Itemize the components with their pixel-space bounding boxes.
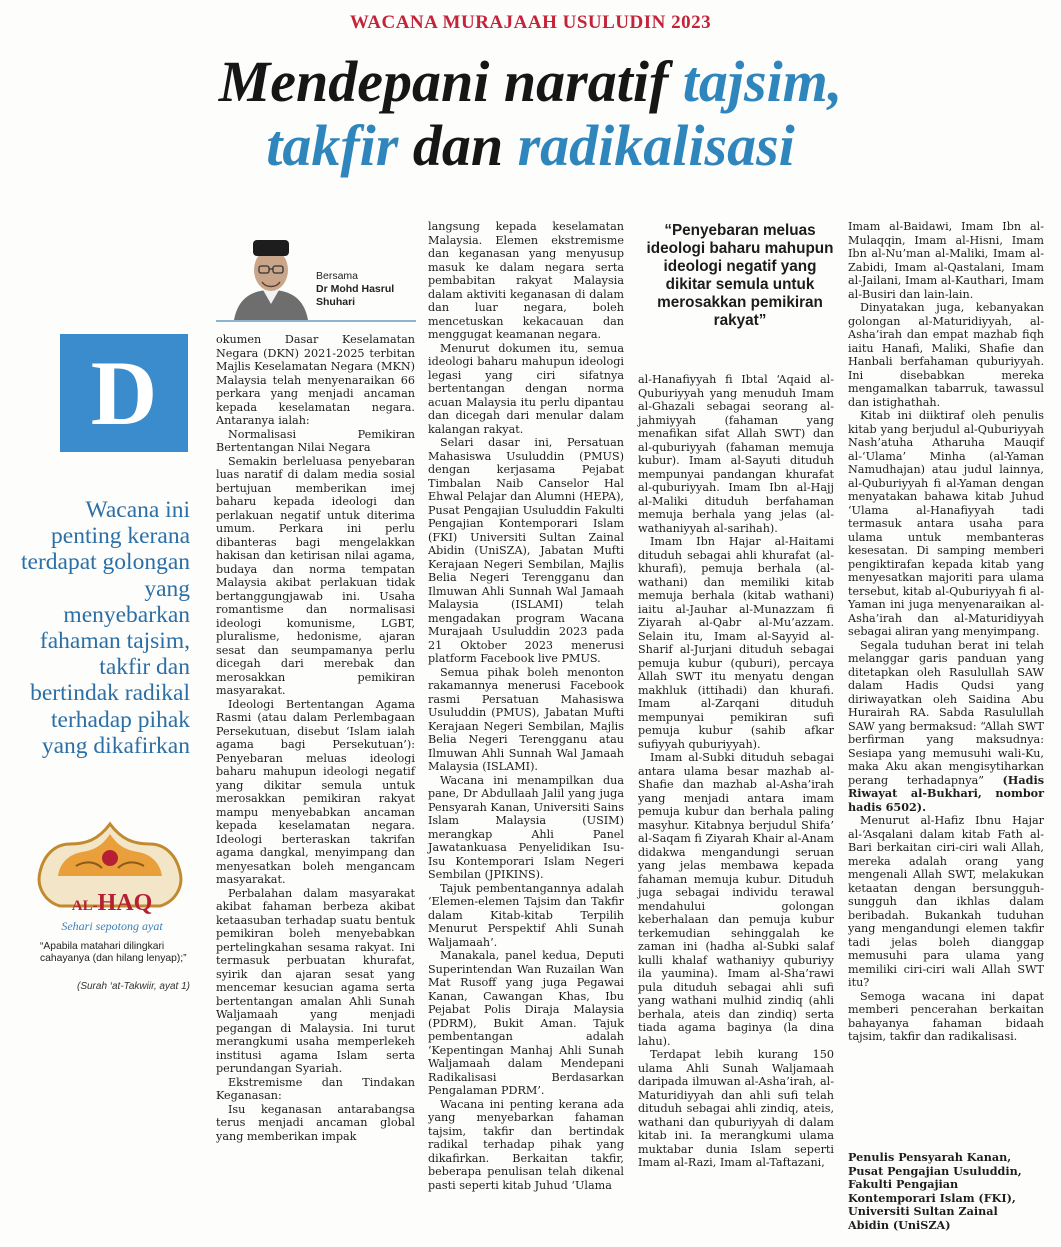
alhaq-subtitle: Sehari sepotong ayat [61, 919, 163, 933]
hadith-reference: (Hadis Riwayat al-Bukhari, nombor hadis 6502). [848, 772, 1044, 814]
paragraph: Semoga wacana ini dapat memberi pencerahan berkaitan bahayanya fahaman bidaah tajsim, takfir dan radikalisasi. [848, 989, 1044, 1043]
paragraph: Semakin berleluasa penyebaran luas naratif di dalam media sosial bertujuan memberikan imej baharu kepada ideologi dan perlakuan negatif untuk diterima umum. Perkara ini perlu dibanteras bagi mengelakkan hakisan dan ketirisan nilai agama, budaya dan norma tempatan Malaysia akibat perlakuan tidak bertanggungjawab ini. Usaha romantisme dan normalisasi ideologi komunisme, LGBT, pluralisme, hedonisme, ajaran sesat dan seumpamanya perlu dicegah dari merebak dan merosakkan pemikiran masyarakat. [216, 454, 415, 697]
highlight-quote: “Penyebaran meluas ideologi baharu mahupun ideologi negatif yang dikitar semula untuk merosakkan pemikiran rakyat” [646, 222, 834, 329]
paragraph: Wacana ini penting kerana ada yang menyebarkan fahaman tajsim, takfir dan bertindak radikal terhadap pihak yang dikafirkan. Berkaitan takfir, beberapa penulisan telah dikenal pasti seperti kitab Juhud ‘Ulama [428, 1097, 624, 1192]
paragraph: Menurut al-Hafiz Ibnu Hajar al-‘Asqalani dalam kitab Fath al-Bari berkaitan ciri-ciri wali Allah, mereka adalah orang yang mengenali Allah SWT, melakukan ketaatan dengan bersungguh-sungguh dan ikhlas dalam beribadah. Bukankah tuduhan yang mengandungi elemen takfir tadi jelas boleh dianggap memusuhi para ulama yang memiliki ciri-ciri wali Allah SWT itu? [848, 814, 1044, 989]
byline-text [316, 270, 394, 309]
paragraph: Perbalahan dalam masyarakat akibat fahaman berbeza akibat ketaasuban terhadap suatu bentuk pemikiran boleh menyebabkan pertelingkahan sesama rakyat. Ini termasuk perbuatan khurafat, syirik dan ajaran sesat yang mencemar kesucian agama serta bertentangan amalan Ahli Sunah Waljamaah yang menjadi pegangan di Malaysia. Ini turut merangkumi usaha memperlekeh institusi agama Islam serta perundangan Syariah. [216, 886, 415, 1075]
paragraph: okumen Dasar Keselamatan Negara (DKN) 2021-2025 terbitan Majlis Keselamatan Negara (MKN) Malaysia telah menyenaraikan 66 perkara yang menjadi ancaman kepada keselamatan negara. Antaranya ialah: [216, 333, 415, 427]
paragraph: Imam al-Baidawi, Imam Ibn al-Mulaqqin, Imam al-Hisni, Imam Ibn al-Nu’man al-Maliki, Imam al-Zabidi, Imam al-Qastalani, Imam al-Jailani, Imam al-Kauthari, Imam al-Busiri dan lain-lain. [848, 220, 1044, 301]
author-name: Dr Mohd Hasrul [316, 283, 395, 295]
subheading: Normalisasi Pemikiran Bertentangan Nilai Negara [216, 427, 415, 454]
paragraph: Segala tuduhan berat ini telah melanggar garis panduan yang ditetapkan oleh Rasulullah SAW dalam Hadis Qudsi yang diriwayatkan oleh Saidina Abu Hurairah RA. Sabda Rasulullah SAW yang bermaksud: “Allah SWT berfirman yang maksudnya: Sesiapa yang memusuhi wali-Ku, maka Aku akan mengisytiharkan perang terhadapnya” (Hadis Riwayat al-Bukhari, nombor hadis 6502). [848, 638, 1044, 814]
alhaq-title: AL-HAQ [71, 890, 153, 916]
paragraph: Manakala, panel kedua, Deputi Superintendan Wan Ruzailan Wan Mat Rusoff yang juga Pegawai Kanan, Cawangan Khas, Ibu Pejabat Polis Diraja Malaysia (PDRM), Bukit Aman. Tajuk pembentangan adalah ‘Kepentingan Manhaj Ahli Sunah Waljamaah dalam Mendepani Radikalisasi Berdasarkan Pengalaman PDRM’. [428, 949, 624, 1097]
pull-quote: Wacana ini penting kerana terdapat golongan yang menyebarkan fahaman tajsim, takfir dan bertindak radikal terhadap pihak yang dikafirkan [20, 497, 190, 759]
author-name: Shuhari [316, 296, 356, 308]
article-column-4 [848, 220, 1044, 1044]
byline [216, 226, 416, 322]
article-column-1 [216, 333, 415, 1143]
paragraph: Tajuk pembentangannya adalah ‘Elemen-elemen Tajsim dan Takfir dalam Kitab-kitab Terpilih Menurut Perspektif Ahli Sunah Waljamaah’. [428, 881, 624, 949]
paragraph: Dinyatakan juga, kebanyakan golongan al-Maturidiyyah, al-Asha’irah dan empat mazhab fiqh iaitu Hanafi, Maliki, Shafie dan Hanbali berfahaman quburiyyah. Ini disebabkan mereka mengamalkan tabarruk, tawassul dan istighathah. [848, 301, 1044, 409]
byline-prefix: Bersama [316, 270, 359, 282]
author-note: Penulis Pensyarah Kanan, Pusat Pengajian Usuluddin, Fakulti Pengajian Kontemporari Islam (FKI), Universiti Sultan Zainal Abidin (UniSZA) [848, 1150, 1022, 1232]
headline-highlight: radikalisasi [517, 113, 795, 178]
verse-reference: (Surah ‘at-Takwiir, ayat 1) [76, 981, 190, 992]
headline-highlight: takfir [266, 113, 399, 178]
paragraph: Wacana ini menampilkan dua pane, Dr Abdullaah Jalil yang juga Pensyarah Kanan, Universiti Sains Islam Malaysia (USIM) merangkap Ahli Panel Jawatankuasa Penyelidikan Isu-Isu Kontemporari Islam Negeri Sembilan (JPIKINS). [428, 773, 624, 881]
headline-part: dan [412, 113, 504, 178]
paragraph: Selari dasar ini, Persatuan Mahasiswa Usuluddin (PMUS) dengan kerjasama Pejabat Timbalan Naib Canselor Hal Ehwal Pelajar dan Alumni (HEPA), Pusat Pengajian Usuluddin Fakulti Pengajian Kontemporari Islam (FKI) Universiti Sultan Zainal Abidin (UniSZA), Jabatan Mufti Kerajaan Negeri Sembilan, Majlis Belia Negeri Terengganu dan Ilmuwan Ahli Sunnah Wal Jamaah Malaysia (ISLAMI) telah mengadakan program Wacana Murajaah Usuluddin 2023 pada 21 Oktober 2023 menerusi platform Facebook live PMUS. [428, 436, 624, 665]
section-kicker: WACANA MURAJAAH USULUDIN 2023 [349, 12, 712, 33]
alhaq-box [42, 890, 182, 933]
paragraph: Imam Ibn Hajar al-Haitami dituduh sebagai ahli khurafat (al-khurafi), pemuja berhala (al-wathani) dan memiliki kitab memuja berhala (kitab wathani) iaitu al-Jauhar al-Munazzam fi Ziyarah al-Qabr al-Mu’azzam. Selain itu, Imam al-Sayyid al-Sharif al-Jurjani dituduh sebagai pemuja kubur (quburi), percaya Allah SWT itu menyatu dengan makhluk (ittihadi) dan khurafi. Imam al-Zarqani dituduh mempunyai pemikiran sufi pemuja kubur (sahib afkar sufiyyah quburiyyah). [638, 535, 834, 751]
subheading: Ekstremisme dan Tindakan Keganasan: [216, 1075, 415, 1102]
paragraph: Semua pihak boleh menonton rakamannya menerusi Facebook rasmi Persatuan Mahasiswa Usuluddin (PMUS), Jabatan Mufti Kerajaan Negeri Sembilan, Majlis Belia Negeri Terengganu atau Ilmuwan Ahli Sunnah Wal Jamaah Malaysia (ISLAMI). [428, 665, 624, 773]
paragraph: Isu keganasan antarabangsa terus menjadi ancaman global yang memberikan impak [216, 1102, 415, 1143]
headline [0, 50, 1061, 178]
paragraph: Ideologi Bertentangan Agama Rasmi (atau dalam Perlembagaan Persekutuan, disebut ‘Islam ialah agama bagi Persekutuan’): Penyebaran meluas ideologi baharu mahupun ideologi negatif yang dikitar semula untuk merosakkan pemikiran rakyat mampu menyebabkan ancaman kepada keselamatan negara. Ideologi berteraskan takrifan agama dangkal, menyimpang dan menyesatkan boleh mengancam masyarakat. [216, 697, 415, 886]
paragraph: langsung kepada keselamatan Malaysia. Elemen ekstremisme dan keganasan yang menyusup masuk ke dalam negara serta pembabitan rakyat Malaysia dalam aktiviti keganasan di dalam dan luar negara, boleh mencetuskan kekacauan dan menggugat keamanan negara. [428, 220, 624, 341]
headline-highlight: tajsim, [682, 49, 843, 114]
paragraph: Menurut dokumen itu, semua ideologi baharu mahupun ideologi legasi yang ciri sifatnya bertentangan dengan norma acuan Malaysia itu perlu dipantau dan dicegah dari menular dalam kalangan rakyat. [428, 341, 624, 436]
drop-cap: D [60, 334, 188, 452]
paragraph: Imam al-Subki dituduh sebagai antara ulama besar mazhab al-Shafie dan mazhab al-Asha’irah yang menjadi antara imam pemuja kubur dan berhala paling masyhur. Kitabnya berjudul Shifa’ al-Saqam fi Ziyarah Khair al-Anam didakwa mengandungi seruan yang jelas membawa kepada fahaman memuja kubur. Dituduh juga sebagai individu terawal mendahului golongan keberhalaan dan pemuja kubur terkemudian sehinggalah ke zaman ini (hadha al-Subki salaf kulli khalaf wathaniyy quburiyy ila yaumina). Imam al-Sha’rawi pula dituduh sebagai ahli sufi yang wathani mulhid zindiq (ahli berhala, ateis dan zindiq) serta tiada agama baginya (la dina lahu). [638, 751, 834, 1048]
paragraph: Kitab ini diiktiraf oleh penulis kitab yang berjudul al-Quburiyyah Nash’atuha Atharuha Mauqif al-‘Ulama’ Minha (al-Yaman Namudhajan) atau judul lainnya, al-Quburiyyah fi al-Yaman dengan menyatakan bahawa kitab Juhud ‘Ulama al-Hanafiyyah tadi termasuk antara usaha para ulama untuk membanteras kesesatan. Di samping memberi pengiktirafan kepada kitab yang menyesatkan majoriti para ulama tersebut, kitab al-Quburiyyah fi al-Yaman ini juga menyenaraikan al-Asha’irah dan al-Maturidiyyah sebagai aliran yang menyimpang. [848, 409, 1044, 638]
article-column-3 [638, 373, 834, 1170]
paragraph: Terdapat lebih kurang 150 ulama Ahli Sunah Waljamaah daripada ilmuwan al-Asha’irah, al-Maturidiyyah dan ahli sufi telah dituduh sebagai ahli zindiq, ateis, wathani dan quburiyyah di dalam kitab ini. Ia merangkumi ulama muktabar dunia Islam seperti Imam al-Razi, Imam al-Taftazani, [638, 1048, 834, 1169]
article-column-2 [428, 220, 624, 1192]
verse-text: “Apabila matahari dilingkari cahayanya (dan hilang lenyap);” [40, 941, 187, 965]
headline-part: Mendepani naratif [218, 49, 669, 114]
paragraph: al-Hanafiyyah fi Ibtal ‘Aqaid al-Quburiyyah yang menuduh Imam al-Ghazali sebagai seorang al-jahmiyyah (fahaman yang menafikan sifat Allah SWT) dan al-quburiyyah (fahaman memuja kubur). Imam al-Sayuti dituduh mempunyai pandangan khurafat al-quburiyyah. Imam Ibn al-Hajj al-Maliki dituduh berfahaman memuja berhala yang jelas (al-wathaniyyah al-sarihah). [638, 373, 834, 535]
author-photo [230, 228, 312, 320]
